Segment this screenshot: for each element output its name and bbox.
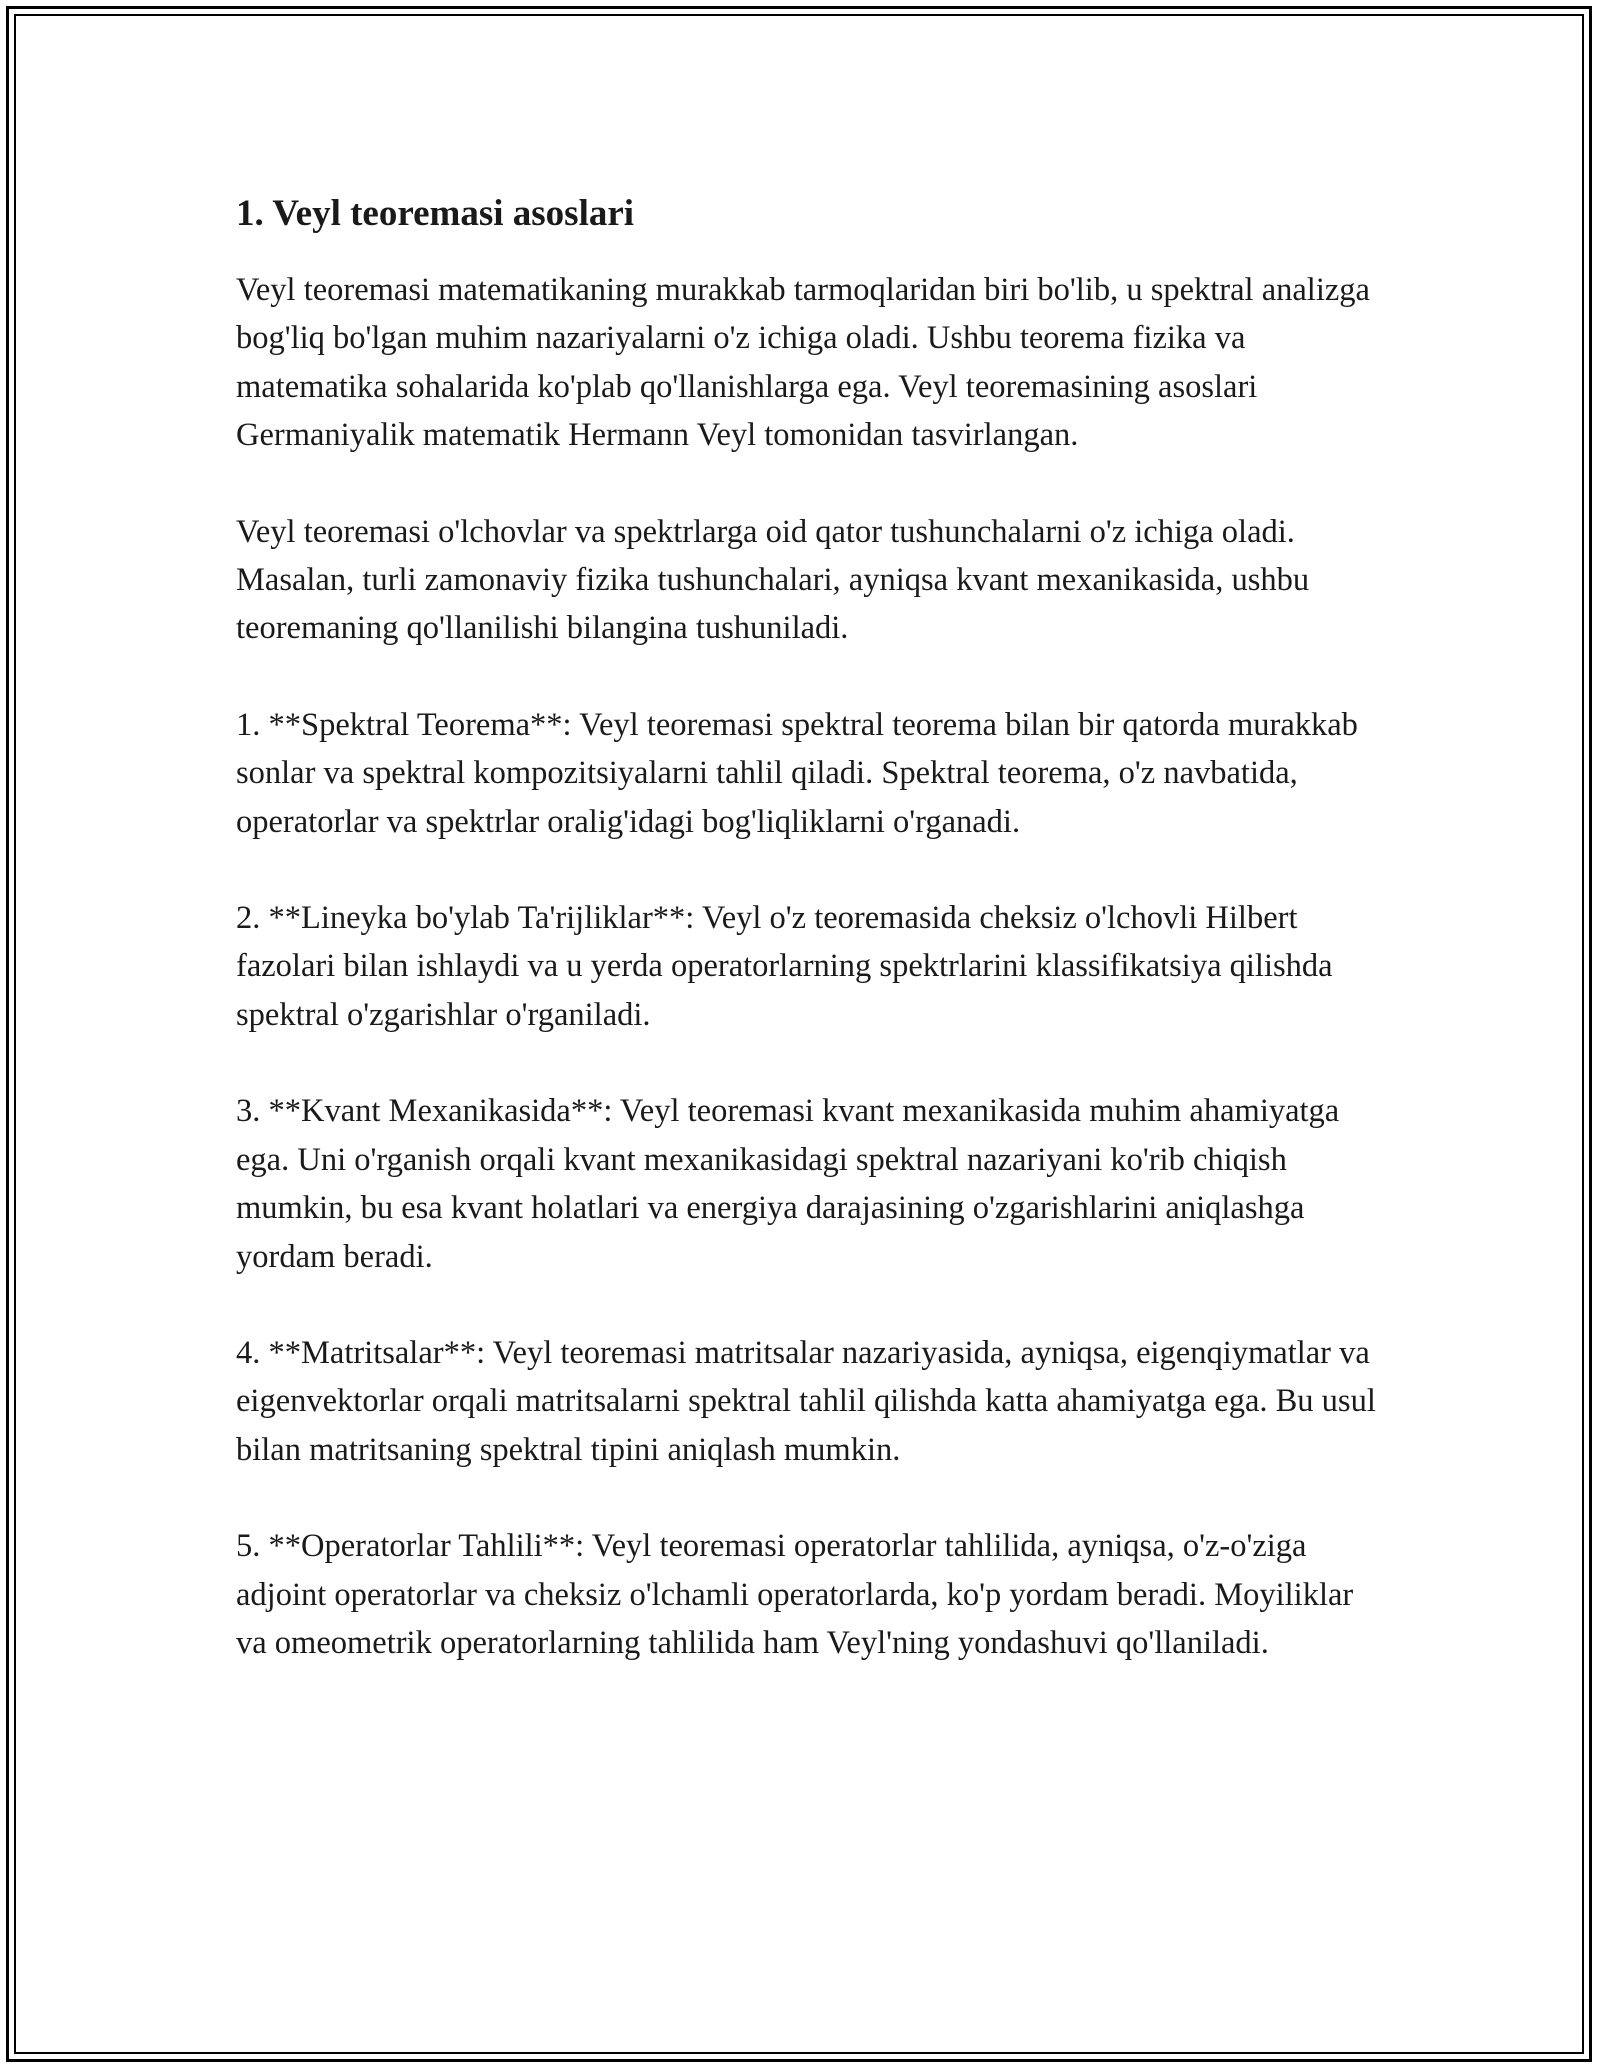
context-paragraph: Veyl teoremasi o'lchovlar va spektrlarga oid qator tushunchalarni o'z ichiga oladi. Masalan, turli zamonaviy fizika tushunchalari, ayniqsa kvant mexanikasida, ushbu teoremaning qo'llanilishi bilangina tushuniladi.	[236, 513, 1310, 647]
list-item-spectral-theorem: 1. **Spektral Teorema**: Veyl teoremasi spektral teorema bilan bir qatorda murakkab sonlar va spektral kompozitsiyalarni tahlil qiladi. Spektral teorema, o'z navbatida, operatorlar va spektrlar oralig'idagi bog'liqliklarni o'rganadi.	[236, 706, 1358, 840]
intro-paragraph: Veyl teoremasi matematikaning murakkab tarmoqlaridan biri bo'lib, u spektral analizga bog'liq bo'lgan muhim nazariyalarni o'z ichiga oladi. Ushbu teorema fizika va matematika sohalarida ko'plab qo'llanishlarga ega. Veyl teoremasining asoslari Germaniyalik matematik Hermann Veyl tomonidan tasvirlangan.	[236, 272, 1370, 454]
document-body	[236, 186, 1376, 1715]
list-item-operator-analysis: 5. **Operatorlar Tahlili**: Veyl teoremasi operatorlar tahlilida, ayniqsa, o'z-o'ziga adjoint operatorlar va cheksiz o'lchamli operatorlarda, ko'p yordam beradi. Moyiliklar va omeometrik operatorlarning tahlilida ham Veyl'ning yondashuvi qo'llaniladi.	[236, 1528, 1354, 1661]
list-item-lineyka: 2. **Lineyka bo'ylab Ta'rijliklar**: Veyl o'z teoremasida cheksiz o'lchovli Hilbert fazolari bilan ishlaydi va u yerda operatorlarning spektrlarini klassifikatsiya qilishda spektral o'zgarishlar o'rganiladi.	[236, 900, 1333, 1033]
section-heading: 1. Veyl teoremasi asoslari	[236, 193, 635, 234]
list-item-matrices: 4. **Matritsalar**: Veyl teoremasi matritsalar nazariyasida, ayniqsa, eigenqiymatlar va eigenvektorlar orqali matritsalarni spektral tahlil qilishda katta ahamiyatga ega. Bu usul bilan matritsaning spektral tipini aniqlash mumkin.	[236, 1334, 1376, 1468]
list-item-quantum-mechanics: 3. **Kvant Mexanikasida**: Veyl teoremasi kvant mexanikasida muhim ahamiyatga ega. Uni o'rganish orqali kvant mexanikasidagi spektral nazariyani ko'rib chiqish mumkin, bu esa kvant holatlari va energiya darajasining o'zgarishlarini aniqlashga yordam beradi.	[236, 1093, 1340, 1275]
